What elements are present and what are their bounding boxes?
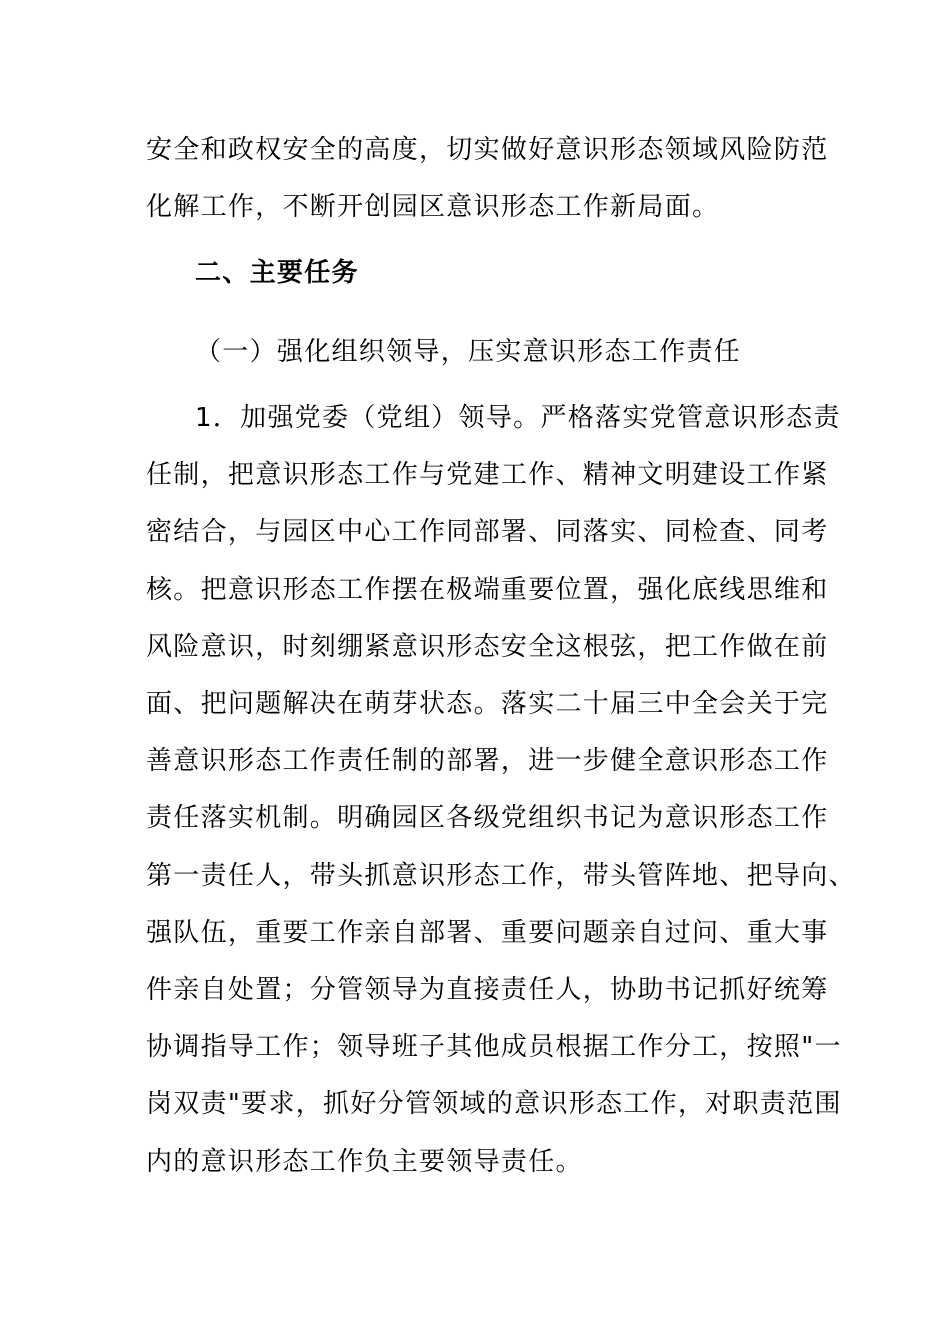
paragraph-1-line-8: 责任落实机制。明确园区各级党组织书记为意识形态工作	[146, 803, 829, 833]
paragraph-1-line-12: 协调指导工作；领导班子其他成员根据工作分工，按照"一	[146, 1032, 842, 1062]
paragraph-1-line-2: 任制，把意识形态工作与党建工作、精神文明建设工作紧	[146, 460, 829, 490]
paragraph-1-line-6: 面、把问题解决在萌芽状态。落实二十届三中全会关于完	[146, 689, 829, 719]
paragraph-1-line-3: 密结合，与园区中心工作同部署、同落实、同检查、同考	[146, 517, 829, 547]
paragraph-1-line-9: 第一责任人，带头抓意识形态工作，带头管阵地、把导向、	[146, 861, 856, 891]
paragraph-1-line-1: 1．加强党委（党组）领导。严格落实党管意识形态责	[195, 403, 841, 433]
paragraph-1-line-10: 强队伍，重要工作亲自部署、重要问题亲自过问、重大事	[146, 918, 829, 948]
paragraph-1-line-5: 风险意识，时刻绷紧意识形态安全这根弦，把工作做在前	[146, 632, 829, 662]
paragraph-1-line-4: 核。把意识形态工作摆在极端重要位置，强化底线思维和	[146, 575, 829, 605]
text-line-1: 安全和政权安全的高度，切实做好意识形态领域风险防范	[146, 135, 829, 165]
paragraph-1-line-14: 内的意识形态工作负主要领导责任。	[146, 1147, 583, 1177]
paragraph-1-line-11: 件亲自处置；分管领导为直接责任人，协助书记抓好统筹	[146, 975, 829, 1005]
text-line-2: 化解工作，不断开创园区意识形态工作新局面。	[146, 192, 720, 222]
section-heading-main-tasks: 二、主要任务	[195, 258, 359, 288]
paragraph-1-line-13: 岗双责"要求，抓好分管领域的意识形态工作，对职责范围	[146, 1089, 842, 1119]
subsection-heading-1: （一）强化组织领导，压实意识形态工作责任	[195, 337, 742, 367]
paragraph-1-line-7: 善意识形态工作责任制的部署，进一步健全意识形态工作	[146, 746, 829, 776]
